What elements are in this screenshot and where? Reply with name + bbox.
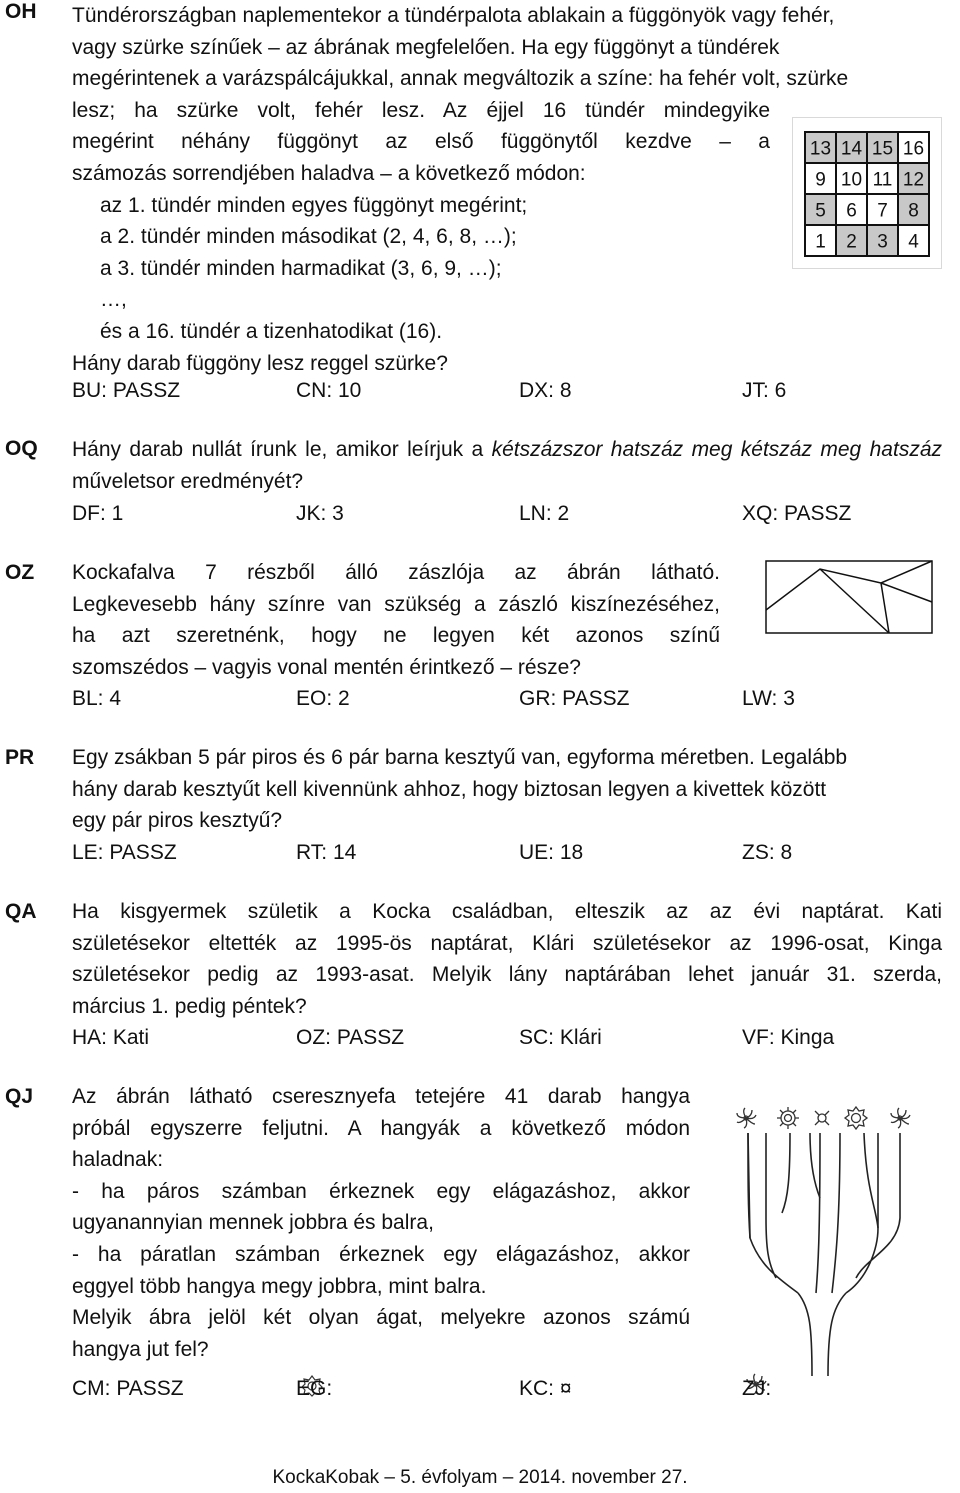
answer-label: ZJ: [742, 1377, 772, 1400]
list-item: az 1. tündér minden egyes függönyt megérint; [100, 193, 528, 217]
answer-option[interactable]: SC: Klári [519, 1026, 602, 1049]
text-line: hány darab kesztyűt kell kivennünk ahhoz, hogy biztosan legyen a kivettek között [72, 777, 827, 801]
answer-row [72, 837, 832, 869]
answer-row [72, 1373, 772, 1405]
answer-option[interactable]: HA: Kati [72, 1026, 150, 1049]
text-line: Tündérországban naplementekor a tündérpalota ablakain a függönyök vagy fehér, [72, 4, 835, 27]
answer-option[interactable]: JK: 3 [296, 502, 344, 525]
answer-label: EG: [296, 1377, 333, 1400]
problem-text-last [72, 805, 942, 837]
curtain-number: 2 [846, 231, 857, 253]
problem-text [72, 0, 942, 95]
text-line: ugyanannyian mennek jobbra és balra, [72, 1211, 434, 1235]
answer-row [72, 375, 832, 407]
answer-option[interactable] [742, 1373, 772, 1405]
answer-label: KC: ¤ [519, 1377, 572, 1400]
problem-text-question [72, 1302, 690, 1334]
curtain-number: 10 [840, 169, 863, 191]
text-line: megérintenek a varázspálcájukkal, annak megváltozik a színe: ha fehér volt, szürke [72, 67, 849, 91]
answer-option[interactable]: XQ: PASSZ [742, 502, 852, 525]
curtain-number: 1 [815, 231, 826, 253]
currency-sign-icon [815, 1111, 829, 1125]
answer-option[interactable]: BU: PASSZ [72, 379, 181, 402]
problem-text-mid [72, 1144, 690, 1176]
text-line: Az ábrán látható cseresznyefa tetejére 41 darab hangya [72, 1085, 690, 1108]
answer-option[interactable]: GR: PASSZ [519, 687, 630, 710]
answer-option[interactable]: JT: 6 [742, 379, 787, 402]
problem-text [72, 434, 942, 497]
answer-option[interactable]: EO: 2 [296, 687, 350, 710]
curtain-number: 12 [902, 169, 925, 191]
text-line: haladnak: [72, 1148, 164, 1172]
problem-code: OQ [5, 437, 38, 460]
text-line: - ha páros számban érkeznek egy elágazáshoz, akkor [72, 1179, 690, 1203]
list-item: és a 16. tündér a tizenhatodikat (16). [100, 319, 443, 343]
curtain-number: 8 [908, 200, 919, 222]
list-item: …, [100, 288, 127, 312]
curtain-number: 16 [902, 138, 925, 160]
list-item: a 3. tündér minden harmadikat (3, 6, 9, …); [100, 256, 502, 280]
text-line: ha azt szeretnénk, hogy ne legyen két azonos színű [72, 624, 720, 648]
curtain-number: 4 [908, 231, 919, 253]
curtain-number: 7 [877, 200, 888, 222]
text-line: egy pár piros kesztyű? [72, 809, 283, 833]
text-emphasis: hatszáz [869, 438, 942, 461]
problem-text-rules-1b [72, 1207, 690, 1239]
answer-option[interactable]: LN: 2 [519, 502, 570, 525]
text-line: eggyel több hangya megy jobbra, mint balra. [72, 1274, 487, 1298]
text-segment: műveletsor eredményét? [72, 469, 304, 493]
problem-code: PR [5, 746, 35, 769]
question-text: Hány darab függöny lesz reggel szürke? [72, 351, 448, 375]
problem-text [72, 896, 942, 991]
text-line: Egy zsákban 5 pár piros és 6 pár barna kesztyű van, egyforma méretben. Legalább [72, 746, 848, 769]
curtain-number: 15 [871, 138, 894, 160]
problem-code: QA [5, 900, 37, 923]
answer-option[interactable]: DF: 1 [72, 502, 124, 525]
answer-option[interactable]: RT: 14 [296, 841, 357, 864]
text-line: próbál egyszerre feljutni. A hangyák a következő módon [72, 1116, 690, 1140]
curtain-grid [792, 117, 942, 269]
answer-option[interactable]: DX: 8 [519, 379, 572, 402]
answer-row [72, 1022, 835, 1054]
curtain-number: 13 [809, 138, 832, 160]
text-line: szomszédos – vagyis vonal mentén érintkező – része? [72, 656, 581, 679]
spiral-flower-icon [737, 1108, 756, 1128]
spiral-flower-icon [891, 1108, 910, 1128]
curtain-number: 9 [815, 169, 826, 191]
problem-text [72, 1081, 690, 1144]
text-line: Ha kisgyermek születik a Kocka családban, elteszik az az évi naptárat. Kati [72, 900, 942, 923]
curtain-number: 5 [815, 200, 826, 222]
problem-text-last [72, 991, 942, 1023]
page-footer: KockaKobak – 5. évfolyam – 2014. november 27. [272, 1467, 688, 1488]
problem-text-last [72, 652, 720, 684]
answer-row [72, 498, 852, 530]
answer-label: CM: PASSZ [72, 1377, 184, 1400]
text-line: vagy szürke színűek – az ábrának megfelelően. Ha egy függönyt a tündérek [72, 35, 780, 59]
curtain-number: 6 [846, 200, 857, 222]
problem-text-rules-2 [72, 1239, 690, 1271]
problem-text-question-b [72, 1334, 690, 1366]
flag-figure [765, 560, 933, 634]
text-line: hangya jut fel? [72, 1337, 209, 1361]
list-item: a 2. tündér minden másodikat (2, 4, 6, 8, …); [100, 225, 517, 249]
problem-list [72, 158, 770, 379]
text-line: Legkevesebb hány színre van szükség a zászló kiszínezéséhez, [72, 592, 720, 616]
problem-text-rules-1 [72, 1176, 690, 1208]
text-segment: Hány darab nullát írunk le, amikor leírjuk a [72, 438, 492, 461]
text-line: március 1. pedig péntek? [72, 994, 307, 1018]
problem-code: OH [5, 0, 37, 23]
text-line: megérint néhány függönyt az első függönytől kezdve – a [72, 130, 770, 154]
text-line: Melyik ábra jelöl két olyan ágat, melyekre azonos számú [72, 1306, 690, 1330]
gear-flower-icon [777, 1107, 799, 1129]
curtain-number: 14 [840, 138, 863, 160]
text-line: Kockafalva 7 részből álló zászlója az ábrán látható. [72, 561, 720, 584]
answer-option[interactable]: ZS: 8 [742, 841, 793, 864]
text-line: számozás sorrendjében haladva – a következő módon: [72, 162, 586, 185]
answer-row [72, 683, 832, 715]
text-line: születésekor pedig az 1993-asat. Melyik lány naptárában lehet január 31. szerda, [72, 963, 942, 987]
curtain-number: 11 [872, 169, 893, 191]
answer-option[interactable]: LE: PASSZ [72, 841, 177, 864]
text-emphasis: kétszázszor hatszáz meg kétszáz meg [491, 438, 862, 461]
answer-option[interactable]: BL: 4 [72, 687, 122, 710]
problem-text [72, 742, 942, 805]
problem-text-continued [72, 95, 770, 158]
problem-text [72, 557, 720, 652]
problem-code: QJ [5, 1085, 34, 1108]
text-line: - ha páratlan számban érkeznek egy elágazáshoz, akkor [72, 1243, 690, 1266]
cherry-tree-figure [728, 1088, 928, 1378]
answer-option[interactable] [296, 1373, 333, 1405]
problem-text-rules-2b [72, 1271, 690, 1303]
text-line: lesz; ha szürke volt, fehér lesz. Az éjjel 16 tündér mindegyike [72, 98, 770, 122]
answer-option[interactable]: OZ: PASSZ [296, 1026, 405, 1049]
answer-option[interactable]: UE: 18 [519, 841, 584, 864]
text-line: születésekor eltették az 1995-ös naptárat, Klári születésekor az 1996-osat, Kinga [72, 931, 942, 955]
curtain-number: 3 [877, 231, 888, 253]
answer-option[interactable]: LW: 3 [742, 687, 795, 710]
sun-outline-icon [845, 1107, 867, 1129]
answer-option[interactable]: CN: 10 [296, 379, 362, 402]
problem-code: OZ [5, 561, 35, 584]
answer-option[interactable]: VF: Kinga [742, 1026, 835, 1049]
